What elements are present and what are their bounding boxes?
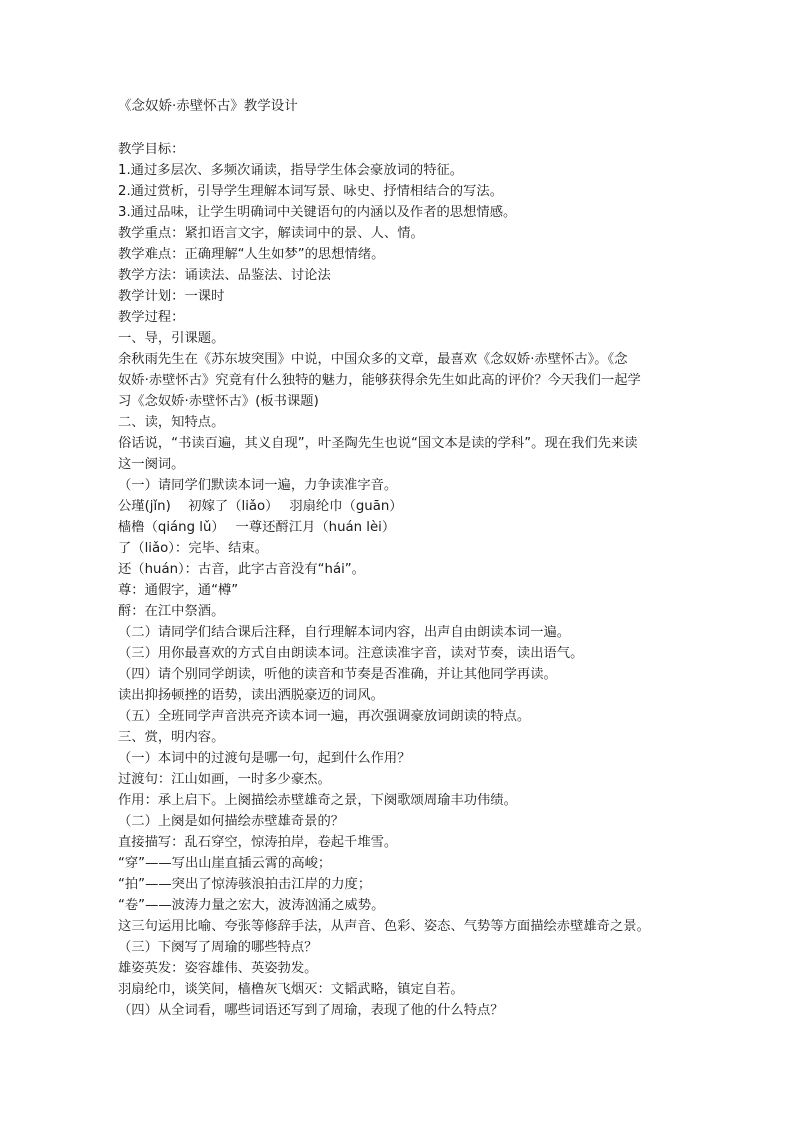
sub-step: （一）本词中的过渡句是哪一句，起到什么作用？ [118,751,411,766]
document-title: 《念奴娇·赤壁怀古》教学设计 [118,98,298,114]
sub-step: （四）从全词看，哪些词语还写到了周瑜，表现了他的什么特点？ [118,1003,504,1018]
objective-item: 2.通过赏析，引导学生理解本词写景、咏史、抒情相结合的写法。 [118,184,503,199]
paragraph-line: 俗话说，“书读百遍，其义自现”，叶圣陶先生也说“国文本是读的学科”。现在我们先来读 [118,436,638,451]
analysis-line: “穿”——写出山崖直插云霄的高峻； [118,856,332,871]
paragraph-line: 羽扇纶巾，谈笑间，樯橹灰飞烟灭：文韬武略，镇定自若。 [118,982,464,997]
teaching-focus: 教学重点：紧扣语言文字，解读词中的景、人、情。 [118,226,424,241]
paragraph-line: 习《念奴娇·赤壁怀古》(板书课题) [118,394,319,409]
document-page [118,96,718,1021]
step-heading: 二、读，知特点。 [118,415,225,430]
paragraph-line: 读出抑扬顿挫的语势，读出洒脱豪迈的词风。 [118,688,384,703]
objective-item: 3.通过品味，让学生明确词中关键语句的内涵以及作者的思想情感。 [118,205,517,220]
section-heading: 教学目标： [118,142,185,157]
paragraph-line: 直接描写：乱石穿空，惊涛拍岸，卷起千堆雪。 [118,835,398,850]
paragraph-line: 这三句运用比喻、夸张等修辞手法，从声音、色彩、姿态、气势等方面描绘赤壁雄奇之景。 [118,919,650,934]
teaching-plan: 教学计划：一课时 [118,289,225,304]
sub-step: （二）请同学们结合课后注释，自行理解本词内容，出声自由朗读本词一遍。 [118,625,571,640]
document-body [118,139,718,1021]
paragraph-line: 过渡句：江山如画，一时多少豪杰。 [118,772,331,787]
paragraph-line: 这一阕词。 [118,457,185,472]
section-heading: 教学过程： [118,310,185,325]
pronunciation-line: 公瑾(jǐn) 初嫁了（liǎo） 羽扇纶巾（guān） [118,499,403,514]
sub-step: （三）下阕写了周瑜的哪些特点？ [118,940,318,955]
annotation-line: 酹：在江中祭酒。 [118,604,225,619]
annotation-line: 尊：通假字，通“樽” [118,583,239,598]
step-heading: 一、导，引课题。 [118,331,225,346]
paragraph-line: 作用：承上启下。上阕描绘赤壁雄奇之景，下阕歌颂周瑜丰功伟绩。 [118,793,517,808]
sub-step: （二）上阕是如何描绘赤壁雄奇景的？ [118,814,345,829]
paragraph-line: 奴娇·赤壁怀古》究竟有什么独特的魅力，能够获得余先生如此高的评价？今天我们一起学 [118,373,641,388]
paragraph-line: 雄姿英发：姿容雄伟、英姿勃发。 [118,961,318,976]
sub-step: （五）全班同学声音洪亮齐读本词一遍，再次强调豪放词朗读的特点。 [118,709,531,724]
teaching-method: 教学方法：诵读法、品鉴法、讨论法 [118,268,331,283]
annotation-line: 还（huán）：古音，此字古音没有“hái”。 [118,562,365,577]
sub-step: （三）用你最喜欢的方式自由朗读本词。注意读准字音，读对节奏，读出语气。 [118,646,584,661]
analysis-line: “卷”——波涛力量之宏大，波涛汹涌之威势。 [118,898,385,913]
paragraph-line: 余秋雨先生在《苏东坡突围》中说，中国众多的文章，最喜欢《念奴娇·赤壁怀古》。《念 [118,352,628,367]
pronunciation-line: 樯橹（qiáng lǔ） 一尊还酹江月（huán lèi） [118,520,396,535]
sub-step: （四）请个别同学朗读，听他的读音和节奏是否准确，并让其他同学再读。 [118,667,557,682]
teaching-difficulty: 教学难点：正确理解“人生如梦”的思想情绪。 [118,247,385,262]
step-heading: 三、赏，明内容。 [118,730,225,745]
analysis-line: “拍”——突出了惊涛骇浪拍击江岸的力度； [118,877,372,892]
annotation-line: 了（liǎo）：完毕、结束。 [118,541,268,556]
sub-step: （一）请同学们默读本词一遍，力争读准字音。 [118,478,398,493]
objective-item: 1.通过多层次、多频次诵读，指导学生体会豪放词的特征。 [118,163,464,178]
